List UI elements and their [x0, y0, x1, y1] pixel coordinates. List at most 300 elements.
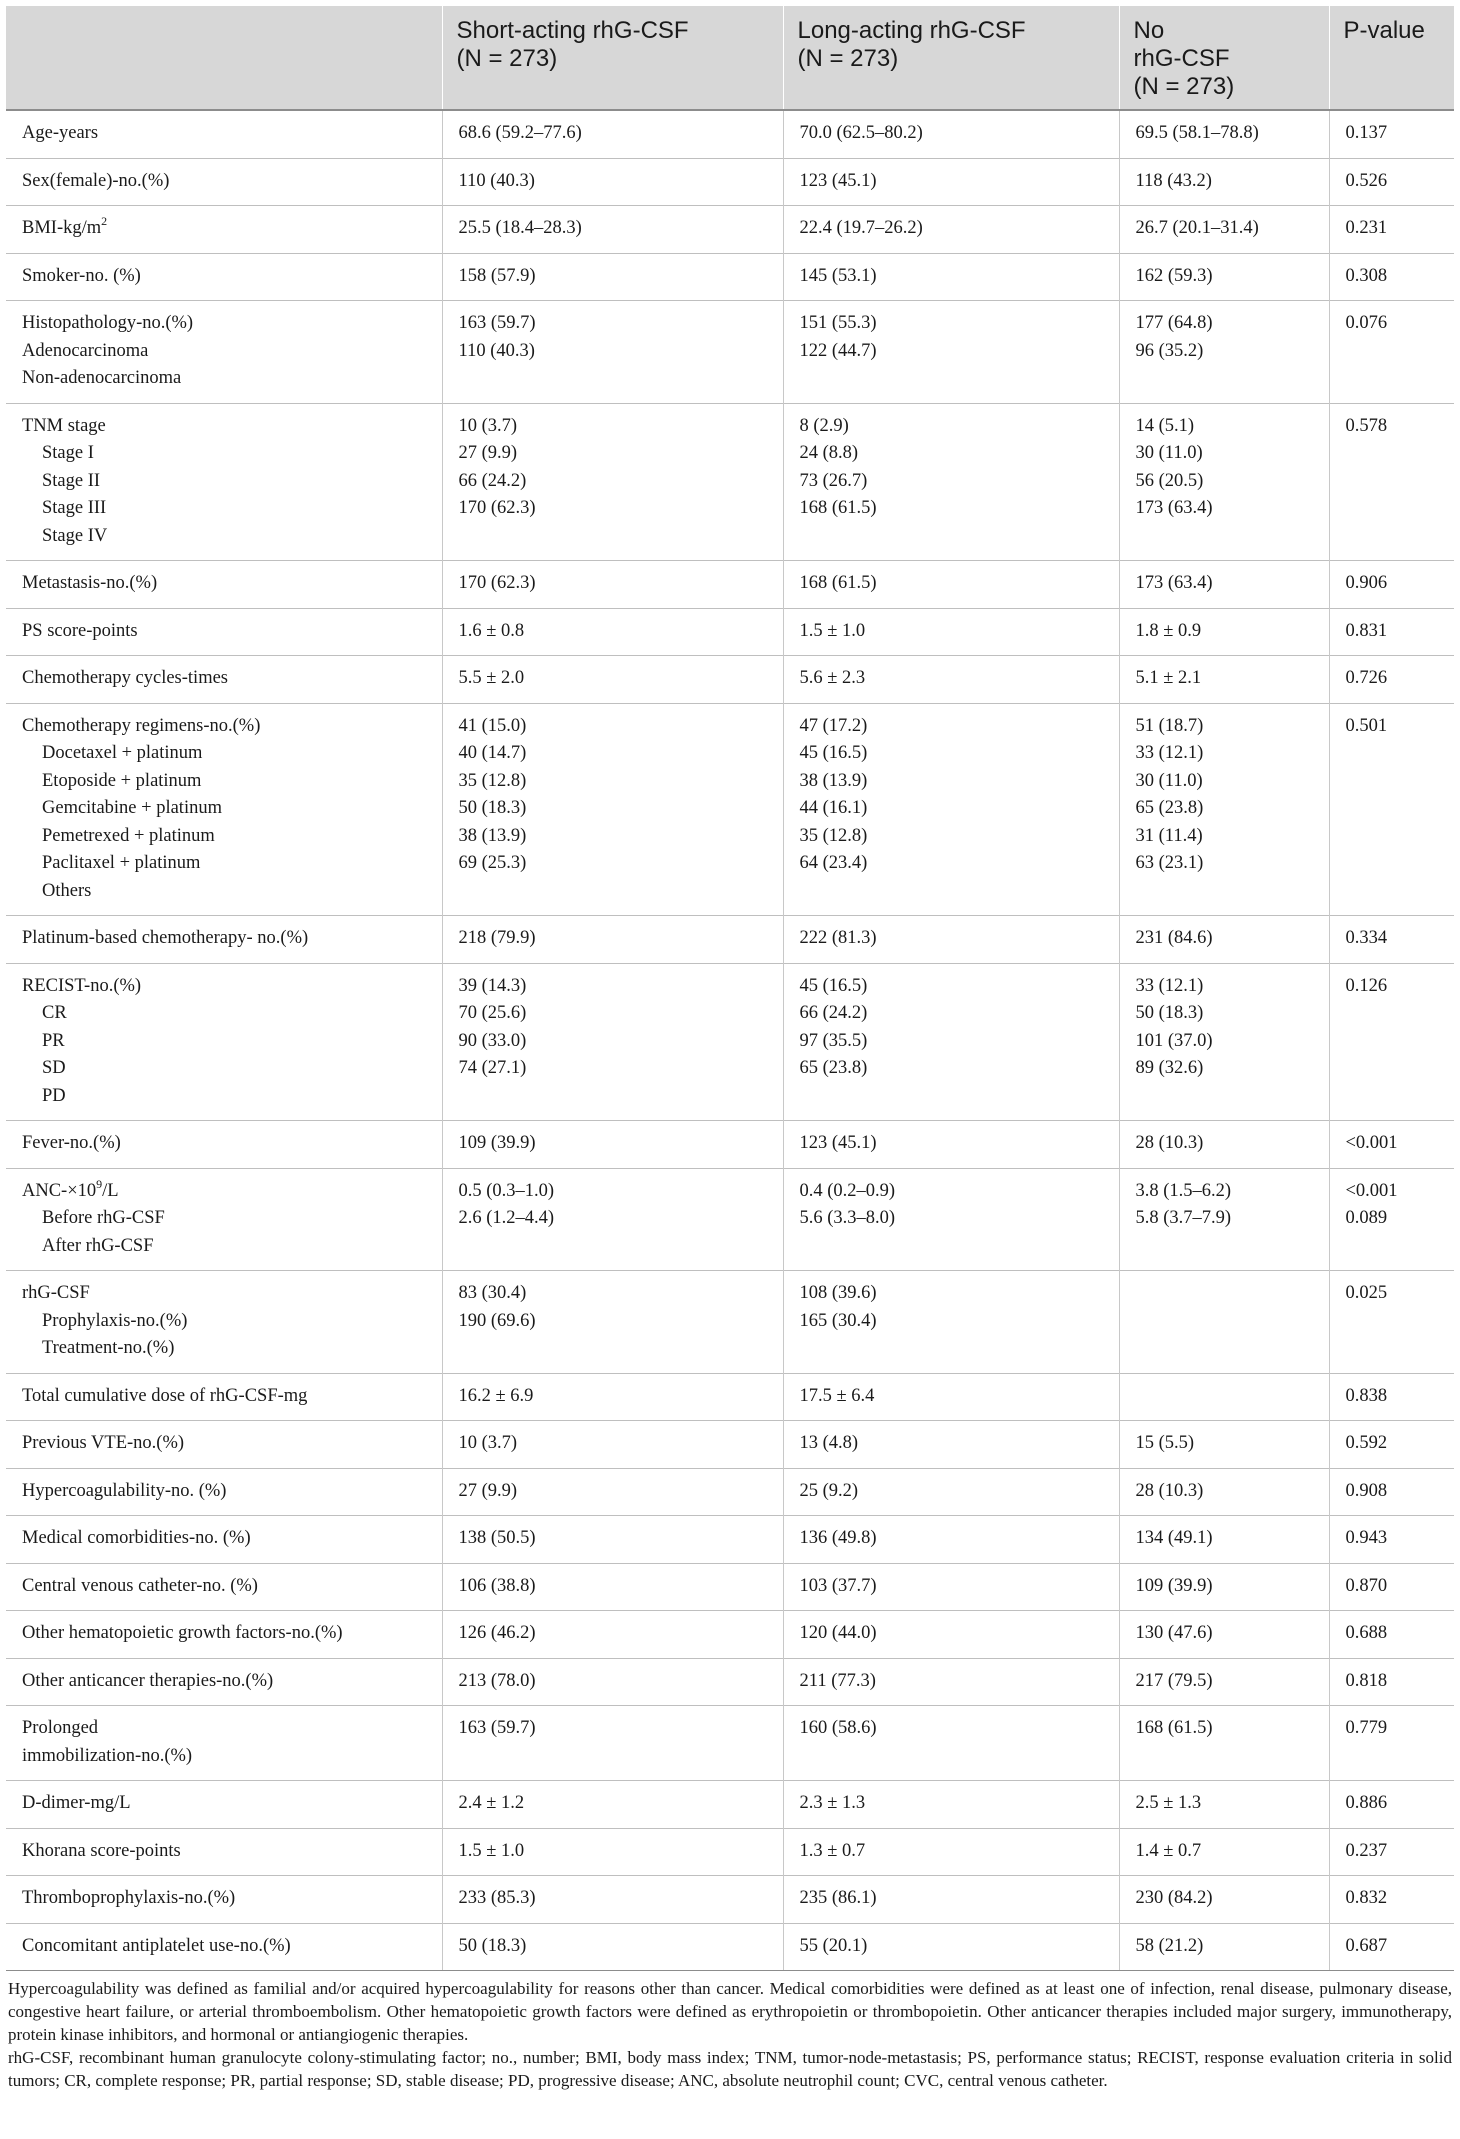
row-label-cell: [6, 1468, 442, 1516]
baseline-characteristics-table: [6, 6, 1454, 1971]
table-row: [6, 916, 1454, 964]
cell-text: 44 (16.1): [799, 798, 868, 818]
cell-text: 162 (59.3): [1135, 265, 1213, 286]
row-label-cell: [6, 1421, 442, 1469]
p-value: [1346, 1838, 1441, 1866]
long-acting-value: [800, 795, 1105, 823]
short-acting-value: [459, 1885, 769, 1913]
characteristic-label: [22, 413, 428, 441]
no-rhg-csf-value: [1136, 1838, 1315, 1866]
table-row: [6, 703, 1454, 916]
cell-text: Docetaxel + platinum: [42, 743, 203, 763]
long-acting-value-cell: [783, 1923, 1119, 1971]
p-value: [1346, 1525, 1441, 1553]
no-rhg-csf-value-cell: [1119, 608, 1329, 656]
cell-text: 0.501: [1345, 715, 1388, 736]
long-acting-value: [800, 413, 1105, 441]
long-acting-value: [800, 850, 1105, 878]
cell-text: 110 (40.3): [458, 170, 535, 191]
no-rhg-csf-value: [1136, 1885, 1315, 1913]
characteristic-label: [22, 570, 428, 598]
no-rhg-csf-value: [1136, 1933, 1315, 1961]
no-rhg-csf-value: [1136, 1573, 1315, 1601]
short-acting-value: [459, 495, 769, 523]
short-acting-value-cell: [442, 1168, 783, 1271]
characteristic-label: [22, 1383, 428, 1411]
short-acting-value-cell: [442, 703, 783, 916]
characteristic-label: [22, 1715, 428, 1743]
row-label-cell: [6, 110, 442, 158]
row-label-cell: [6, 1271, 442, 1374]
cell-text: 0.025: [1345, 1283, 1388, 1303]
cell-text: PD: [42, 1085, 66, 1106]
short-acting-value-cell: [442, 403, 783, 561]
cell-text: 1.5 ± 1.0: [799, 620, 866, 641]
long-acting-value: [800, 768, 1105, 796]
cell-text: 47 (17.2): [799, 715, 868, 736]
p-value-cell: [1329, 1828, 1454, 1876]
cell-text: Before rhG-CSF: [42, 1208, 165, 1228]
cell-text: 5.6 ± 2.3: [799, 668, 866, 688]
cell-text: 170 (62.3): [458, 498, 536, 518]
short-acting-value: [459, 440, 769, 468]
long-acting-value-cell: [783, 1706, 1119, 1781]
cell-text: CR: [42, 1003, 67, 1023]
long-acting-value: [800, 740, 1105, 768]
table-row: [6, 1876, 1454, 1924]
long-acting-value-cell: [783, 963, 1119, 1121]
long-acting-value-cell: [783, 1421, 1119, 1469]
p-value: [1346, 168, 1441, 196]
long-acting-value-cell: [783, 206, 1119, 254]
sub-category-label: [22, 1308, 428, 1336]
long-acting-value-cell: [783, 608, 1119, 656]
p-value-cell: [1329, 1421, 1454, 1469]
short-acting-value: [459, 338, 769, 366]
cell-text: 66 (24.2): [458, 470, 527, 491]
sub-category-label: [22, 440, 428, 468]
short-acting-value: [459, 468, 769, 496]
cell-text: 130 (47.6): [1135, 1623, 1213, 1643]
cell-text: 173 (63.4): [1135, 498, 1213, 518]
characteristic-label: [22, 263, 428, 291]
cell-text: Previous VTE-no.(%): [22, 1433, 185, 1453]
cell-text: 56 (20.5): [1135, 470, 1204, 491]
long-acting-value: [800, 570, 1105, 598]
cell-text: 109 (39.9): [1135, 1575, 1213, 1596]
short-acting-value: [459, 850, 769, 878]
cell-text: <0.001: [1345, 1180, 1398, 1201]
short-acting-value: [459, 665, 769, 693]
cell-text: Gemcitabine + platinum: [42, 798, 222, 818]
p-value-cell: [1329, 1563, 1454, 1611]
long-acting-value-cell: [783, 1516, 1119, 1564]
cell-text: 83 (30.4): [458, 1283, 527, 1303]
no-rhg-csf-value-cell: [1119, 253, 1329, 301]
p-value: [1346, 1620, 1441, 1648]
long-acting-value: [800, 1885, 1105, 1913]
short-acting-value-cell: [442, 1468, 783, 1516]
characteristic-label: [22, 618, 428, 646]
cell-text: RECIST-no.(%): [22, 975, 142, 996]
short-acting-value: [459, 768, 769, 796]
cell-text: 0.578: [1345, 415, 1388, 436]
short-acting-value: [459, 1430, 769, 1458]
short-acting-value: [459, 1308, 769, 1336]
cell-text: Other anticancer therapies-no.(%): [22, 1670, 274, 1691]
cell-text: 68.6 (59.2–77.6): [458, 123, 582, 143]
short-acting-value: [459, 1205, 769, 1233]
cell-text: D-dimer-mg/L: [22, 1793, 131, 1813]
short-acting-value: [459, 1055, 769, 1083]
short-acting-value: [459, 1000, 769, 1028]
sub-category-label: [22, 795, 428, 823]
cell-text: 58 (21.2): [1135, 1935, 1204, 1956]
p-value: [1346, 1178, 1441, 1206]
characteristic-label: [22, 1280, 428, 1308]
short-acting-value-cell: [442, 1828, 783, 1876]
long-acting-value-cell: [783, 158, 1119, 206]
cell-text: Thromboprophylaxis-no.(%): [22, 1888, 236, 1908]
table-row: [6, 1271, 1454, 1374]
long-acting-value: [800, 495, 1105, 523]
characteristic-label: [22, 1620, 428, 1648]
sub-category-label: [22, 1205, 428, 1233]
table-row: [6, 1121, 1454, 1169]
cell-text: After rhG-CSF: [42, 1235, 154, 1256]
cell-text: 123 (45.1): [799, 170, 877, 191]
cell-text: 27 (9.9): [458, 443, 518, 463]
cell-text: 30 (11.0): [1135, 443, 1203, 463]
characteristic-label: [22, 1478, 428, 1506]
cell-text: 0.308: [1345, 265, 1388, 286]
short-acting-value: [459, 168, 769, 196]
table-row: [6, 656, 1454, 704]
cell-text: 90 (33.0): [458, 1030, 527, 1051]
no-rhg-csf-value: [1136, 1525, 1315, 1553]
sub-category-label: [22, 338, 428, 366]
long-acting-value-cell: [783, 253, 1119, 301]
row-label-cell: [6, 703, 442, 916]
long-acting-value-cell: [783, 1271, 1119, 1374]
table-row: [6, 1781, 1454, 1829]
short-acting-value: [459, 1668, 769, 1696]
p-value-cell: [1329, 110, 1454, 158]
short-acting-value: [459, 215, 769, 243]
cell-text: 163 (59.7): [458, 313, 536, 333]
cell-text: 97 (35.5): [799, 1030, 868, 1051]
cell-text: 0.838: [1345, 1385, 1388, 1406]
table-header-row: [6, 6, 1454, 110]
p-value-cell: [1329, 301, 1454, 404]
cell-text: Concomitant antiplatelet use-no.(%): [22, 1935, 291, 1956]
cell-text: 0.832: [1345, 1888, 1388, 1908]
no-rhg-csf-value-cell: [1119, 206, 1329, 254]
no-rhg-csf-value: [1136, 795, 1315, 823]
long-acting-value: [800, 338, 1105, 366]
table-row: [6, 1563, 1454, 1611]
long-acting-value-cell: [783, 403, 1119, 561]
row-label-cell: [6, 963, 442, 1121]
cell-text: 145 (53.1): [799, 265, 877, 286]
cell-text: 0.688: [1345, 1623, 1388, 1643]
cell-text: 0.818: [1345, 1670, 1388, 1691]
cell-text: 38 (13.9): [799, 770, 868, 791]
characteristic-label: [22, 1525, 428, 1553]
cell-text: 50 (18.3): [458, 798, 527, 818]
p-value: [1346, 1430, 1441, 1458]
cell-text: 218 (79.9): [458, 928, 536, 948]
cell-text: Other hematopoietic growth factors-no.(%): [22, 1623, 343, 1643]
p-value: [1346, 263, 1441, 291]
p-value: [1346, 1790, 1441, 1818]
cell-text: 96 (35.2): [1135, 340, 1204, 361]
long-acting-value-cell: [783, 916, 1119, 964]
no-rhg-csf-value-cell: [1119, 403, 1329, 561]
no-rhg-csf-value-cell: [1119, 1271, 1329, 1374]
cell-text: Non-adenocarcinoma: [22, 368, 182, 388]
cell-text: 35 (12.8): [799, 825, 868, 846]
cell-text: 33 (12.1): [1135, 743, 1204, 763]
no-rhg-csf-value: [1136, 1790, 1315, 1818]
p-value-cell: [1329, 1516, 1454, 1564]
no-rhg-csf-value: [1136, 440, 1315, 468]
short-acting-value-cell: [442, 1658, 783, 1706]
no-rhg-csf-value-cell: [1119, 1923, 1329, 1971]
no-rhg-csf-value: [1136, 665, 1315, 693]
table-row: [6, 1828, 1454, 1876]
short-acting-value-cell: [442, 110, 783, 158]
cell-text: 73 (26.7): [799, 470, 868, 491]
cell-text: 0.076: [1345, 313, 1388, 333]
cell-text: 41 (15.0): [458, 715, 527, 736]
cell-text: 2.5 ± 1.3: [1135, 1793, 1202, 1813]
p-value-cell: [1329, 703, 1454, 916]
cell-text: 136 (49.8): [799, 1528, 877, 1548]
cell-text: 138 (50.5): [458, 1528, 536, 1548]
cell-text: 118 (43.2): [1135, 170, 1212, 191]
cell-text: 0.231: [1345, 218, 1388, 238]
short-acting-value-cell: [442, 608, 783, 656]
no-rhg-csf-value: [1136, 618, 1315, 646]
cell-text: Paclitaxel + platinum: [42, 853, 201, 873]
no-rhg-csf-value: [1136, 1028, 1315, 1056]
p-value-cell: [1329, 963, 1454, 1121]
table-row: [6, 1516, 1454, 1564]
cell-text: 126 (46.2): [458, 1623, 536, 1643]
characteristic-label: [22, 1178, 428, 1206]
characteristic-label: [22, 1430, 428, 1458]
cell-text: Prophylaxis-no.(%): [42, 1310, 188, 1331]
cell-text: Platinum-based chemotherapy- no.(%): [22, 928, 309, 948]
cell-text: 5.8 (3.7–7.9): [1135, 1208, 1232, 1228]
header-p-value: P-value: [1329, 6, 1454, 110]
row-label-cell: [6, 561, 442, 609]
p-value-cell: [1329, 1168, 1454, 1271]
sub-category-label: [22, 468, 428, 496]
long-acting-value: [800, 120, 1105, 148]
sub-category-label: [22, 1000, 428, 1028]
row-label-cell: [6, 1876, 442, 1924]
long-acting-value-cell: [783, 1611, 1119, 1659]
no-rhg-csf-value: [1136, 1205, 1315, 1233]
table-row: [6, 253, 1454, 301]
table-footnotes: [6, 1971, 1454, 2092]
no-rhg-csf-value: [1136, 1715, 1315, 1743]
row-label-cell: [6, 1121, 442, 1169]
cell-text: Etoposide + platinum: [42, 770, 202, 791]
sub-category-label: [22, 1055, 428, 1083]
cell-text: 230 (84.2): [1135, 1888, 1213, 1908]
no-rhg-csf-value: [1136, 310, 1315, 338]
cell-text: 50 (18.3): [1135, 1003, 1204, 1023]
cell-text: 0.237: [1345, 1840, 1388, 1861]
cell-text: Metastasis-no.(%): [22, 573, 158, 593]
long-acting-value-cell: [783, 1563, 1119, 1611]
no-rhg-csf-value: [1136, 570, 1315, 598]
long-acting-value: [800, 1430, 1105, 1458]
characteristic-label: [22, 713, 428, 741]
cell-text: 177 (64.8): [1135, 313, 1213, 333]
table-row: [6, 963, 1454, 1121]
no-rhg-csf-value-cell: [1119, 1168, 1329, 1271]
no-rhg-csf-value: [1136, 713, 1315, 741]
p-value: [1346, 570, 1441, 598]
cell-text: PS score-points: [22, 620, 138, 641]
cell-text: Khorana score-points: [22, 1840, 181, 1861]
no-rhg-csf-value-cell: [1119, 1828, 1329, 1876]
cell-text: Chemotherapy regimens-no.(%): [22, 715, 261, 736]
p-value-cell: [1329, 403, 1454, 561]
sub-category-label: [22, 495, 428, 523]
long-acting-value-cell: [783, 301, 1119, 404]
row-label-cell: [6, 1781, 442, 1829]
table-row: [6, 158, 1454, 206]
long-acting-value: [800, 1478, 1105, 1506]
p-value: [1346, 1280, 1441, 1308]
long-acting-value: [800, 1383, 1105, 1411]
cell-text: 0.137: [1345, 123, 1388, 143]
p-value: [1346, 973, 1441, 1001]
cell-text: 65 (23.8): [1135, 798, 1204, 818]
long-acting-value: [800, 1055, 1105, 1083]
cell-text: Total cumulative dose of rhG-CSF-mg: [22, 1385, 308, 1406]
cell-text: 10 (3.7): [458, 415, 518, 436]
short-acting-value: [459, 1478, 769, 1506]
table-row: [6, 301, 1454, 404]
sub-category-label: [22, 1743, 428, 1771]
cell-text: Stage III: [42, 498, 107, 518]
cell-text: Central venous catheter-no. (%): [22, 1575, 258, 1596]
cell-text: 0.089: [1345, 1208, 1388, 1228]
p-value-cell: [1329, 1611, 1454, 1659]
long-acting-value-cell: [783, 561, 1119, 609]
short-acting-value: [459, 925, 769, 953]
characteristic-label: [22, 1668, 428, 1696]
cell-text: 163 (59.7): [458, 1718, 536, 1738]
cell-text: 63 (23.1): [1135, 853, 1204, 873]
cell-text: 28 (10.3): [1135, 1133, 1204, 1153]
cell-text: 101 (37.0): [1135, 1030, 1213, 1051]
superscript: 9: [96, 1176, 103, 1191]
no-rhg-csf-value: [1136, 468, 1315, 496]
long-acting-value: [800, 215, 1105, 243]
short-acting-value-cell: [442, 1421, 783, 1469]
cell-text: 1.8 ± 0.9: [1135, 620, 1202, 641]
long-acting-value: [800, 1130, 1105, 1158]
short-acting-value: [459, 310, 769, 338]
cell-text: 70.0 (62.5–80.2): [799, 123, 923, 143]
long-acting-value: [800, 440, 1105, 468]
cell-text: 55 (20.1): [799, 1935, 868, 1956]
cell-text: Adenocarcinoma: [22, 340, 149, 361]
p-value: [1346, 925, 1441, 953]
short-acting-value: [459, 1790, 769, 1818]
short-acting-value-cell: [442, 1516, 783, 1564]
footnote-definitions: Hypercoagulability was defined as familial and/or acquired hypercoagulability for reasons other than cancer. Medical comorbidities were defined as at least one of infection, renal disease, pulmonary disease, congestive heart failure, or arterial thromboembolism. Other hematopoietic growth factors were defined as erythropoietin or thrombopoietin. Other anticancer therapies included major surgery, immunotherapy, protein kinase inhibitors, and hormonal or antiangiogenic therapies.: [8, 1979, 1452, 2044]
header-short-acting: Short-acting rhG-CSF (N = 273): [442, 6, 783, 110]
row-label-cell: [6, 1828, 442, 1876]
p-value-cell: [1329, 1468, 1454, 1516]
p-value: [1346, 1205, 1441, 1233]
cell-text: 0.886: [1345, 1793, 1388, 1813]
sub-category-label: [22, 523, 428, 551]
long-acting-value-cell: [783, 1781, 1119, 1829]
cell-text: SD: [42, 1058, 66, 1078]
cell-text: 0.126: [1345, 975, 1388, 996]
cell-text: Chemotherapy cycles-times: [22, 668, 229, 688]
unit-suffix: /L: [102, 1180, 119, 1201]
cell-text: 0.5 (0.3–1.0): [458, 1180, 555, 1201]
short-acting-value-cell: [442, 1373, 783, 1421]
cell-text: 89 (32.6): [1135, 1058, 1204, 1078]
cell-text: 45 (16.5): [799, 975, 868, 996]
cell-text: BMI-kg/m: [22, 218, 102, 238]
cell-text: 70 (25.6): [458, 1003, 527, 1023]
short-acting-value: [459, 1280, 769, 1308]
characteristic-label: [22, 1130, 428, 1158]
characteristic-label: [22, 1838, 428, 1866]
no-rhg-csf-value-cell: [1119, 1468, 1329, 1516]
cell-text: 190 (69.6): [458, 1310, 536, 1331]
cell-text: immobilization-no.(%): [22, 1745, 193, 1766]
sub-category-label: [22, 1233, 428, 1261]
cell-text: 122 (44.7): [799, 340, 877, 361]
superscript: 2: [101, 214, 108, 228]
cell-text: Smoker-no. (%): [22, 265, 141, 286]
cell-text: Stage IV: [42, 525, 108, 546]
short-acting-value-cell: [442, 1706, 783, 1781]
sub-category-label: [22, 878, 428, 906]
table-body: [6, 110, 1454, 1971]
row-label-cell: [6, 656, 442, 704]
row-label-cell: [6, 158, 442, 206]
row-label-cell: [6, 1168, 442, 1271]
cell-text: 108 (39.6): [799, 1283, 877, 1303]
short-acting-value: [459, 1838, 769, 1866]
long-acting-value: [800, 263, 1105, 291]
row-label-cell: [6, 1373, 442, 1421]
short-acting-value: [459, 973, 769, 1001]
cell-text: 25 (9.2): [799, 1480, 859, 1501]
no-rhg-csf-value: [1136, 1055, 1315, 1083]
short-acting-value-cell: [442, 561, 783, 609]
cell-text: 31 (11.4): [1135, 825, 1203, 846]
table-row: [6, 403, 1454, 561]
no-rhg-csf-value: [1136, 1478, 1315, 1506]
p-value-cell: [1329, 1373, 1454, 1421]
cell-text: 0.687: [1345, 1935, 1388, 1956]
